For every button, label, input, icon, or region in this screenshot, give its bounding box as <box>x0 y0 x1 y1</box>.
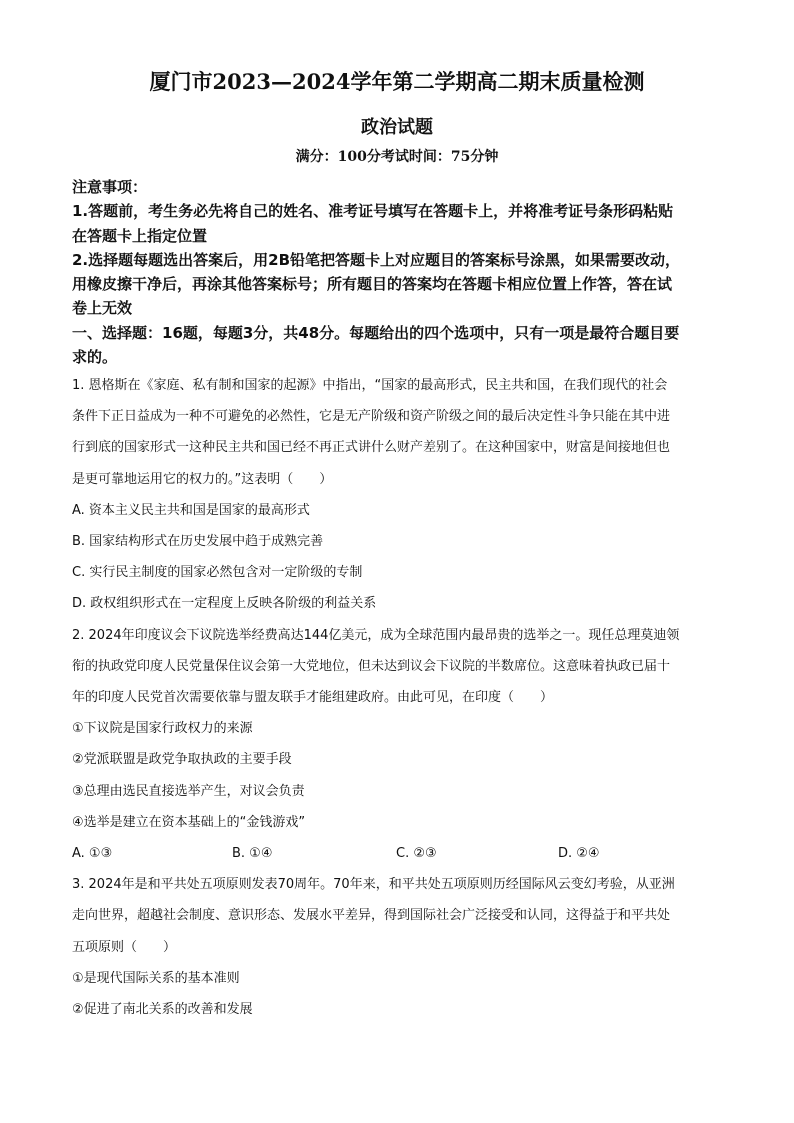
question-2-option-c: C. ②③ <box>396 846 437 862</box>
stem-line: 年的印度人民党首次需要依靠与盟友联手才能组建政府。由此可见，在印度（ ） <box>72 690 554 706</box>
question-1-option-c: C. 实行民主制度的国家必然包含对一定阶级的专制 <box>72 565 363 581</box>
section-heading-line: 求的。 <box>72 348 118 367</box>
subject-title: 政治试题 <box>361 117 433 138</box>
questions-body <box>72 370 732 1025</box>
stem-line: 是更可靠地运用它的权力的。”这表明（ ） <box>72 471 333 487</box>
question-3-statement-1: ①是现代国际关系的基本准则 <box>72 970 240 986</box>
notes-section <box>72 175 732 369</box>
question-2-statement-1: ①下议院是国家行政权力的来源 <box>72 721 253 737</box>
question-2-options <box>72 838 732 869</box>
stem-line: 3. 2024年是和平共处五项原则发表70周年。70年来，和平共处五项原则历经国际风云变幻考验，从亚洲 <box>72 877 675 893</box>
notes-line: 1.答题前，考生务必先将自己的姓名、准考证号填写在答题卡上，并将准考证号条形码粘贴 <box>72 202 674 221</box>
question-3-statement-2: ②促进了南北关系的改善和发展 <box>72 1002 253 1018</box>
notes-line: 卷上无效 <box>72 299 133 318</box>
question-2-stem <box>72 620 732 714</box>
question-1-stem <box>72 370 732 495</box>
notes-line: 用橡皮擦干净后，再涂其他答案标号；所有题目的答案均在答题卡相应位置上作答，答在试 <box>72 275 673 294</box>
question-3-stem <box>72 869 732 963</box>
stem-line: 走向世界，超越社会制度、意识形态、发展水平差异，得到国际社会广泛接受和认同，这得益于和平共处 <box>72 908 671 924</box>
question-2-option-d: D. ②④ <box>558 846 600 862</box>
stem-line: 条件下正日益成为一种不可避免的必然性，它是无产阶级和资产阶级之间的最后决定性斗争只能在其中进 <box>72 409 671 425</box>
notes-heading: 注意事项： <box>72 178 148 196</box>
question-1-option-d: D. 政权组织形式在一定程度上反映各阶级的利益关系 <box>72 596 377 612</box>
stem-line: 衔的执政党印度人民党量保住议会第一大党地位，但未达到议会下议院的半数席位。这意味着执政已届十 <box>72 658 671 674</box>
stem-line: 1. 恩格斯在《家庭、私有制和国家的起源》中指出，“国家的最高形式，民主共和国，在我们现代的社会 <box>72 378 668 393</box>
section-heading-line: 一、选择题：16题，每题3分，共48分。每题给出的四个选项中，只有一项是最符合题目要 <box>72 323 680 342</box>
stem-line: 行到底的国家形式一这种民主共和国已经不再正式讲什么财产差别了。在这种国家中，财富是间接地但也 <box>72 440 671 456</box>
question-2-statement-4: ④选举是建立在资本基础上的“金钱游戏” <box>72 814 306 830</box>
question-2-option-a: A. ①③ <box>72 846 113 862</box>
question-1-option-a: A. 资本主义民主共和国是国家的最高形式 <box>72 502 310 518</box>
question-1-option-b: B. 国家结构形式在历史发展中趋于成熟完善 <box>72 534 324 550</box>
exam-meta: 满分：100分考试时间：75分钟 <box>295 149 499 165</box>
question-2-option-b: B. ①④ <box>232 846 273 862</box>
stem-line: 五项原则（ ） <box>72 939 177 955</box>
notes-line: 2.选择题每题选出答案后，用2B铅笔把答题卡上对应题目的答案标号涂黑，如果需要改动， <box>72 250 681 269</box>
exam-title: 厦门市2023—2024学年第二学期高二期末质量检测 <box>149 69 645 94</box>
question-2-statement-3: ③总理由选民直接选举产生，对议会负责 <box>72 783 305 799</box>
stem-line: 2. 2024年印度议会下议院选举经费高达144亿美元，成为全球范围内最昂贵的选举之一。现任总理莫迪领 <box>72 627 680 643</box>
question-2-statement-2: ②党派联盟是政党争取执政的主要手段 <box>72 752 292 768</box>
notes-line: 在答题卡上指定位置 <box>72 226 208 245</box>
